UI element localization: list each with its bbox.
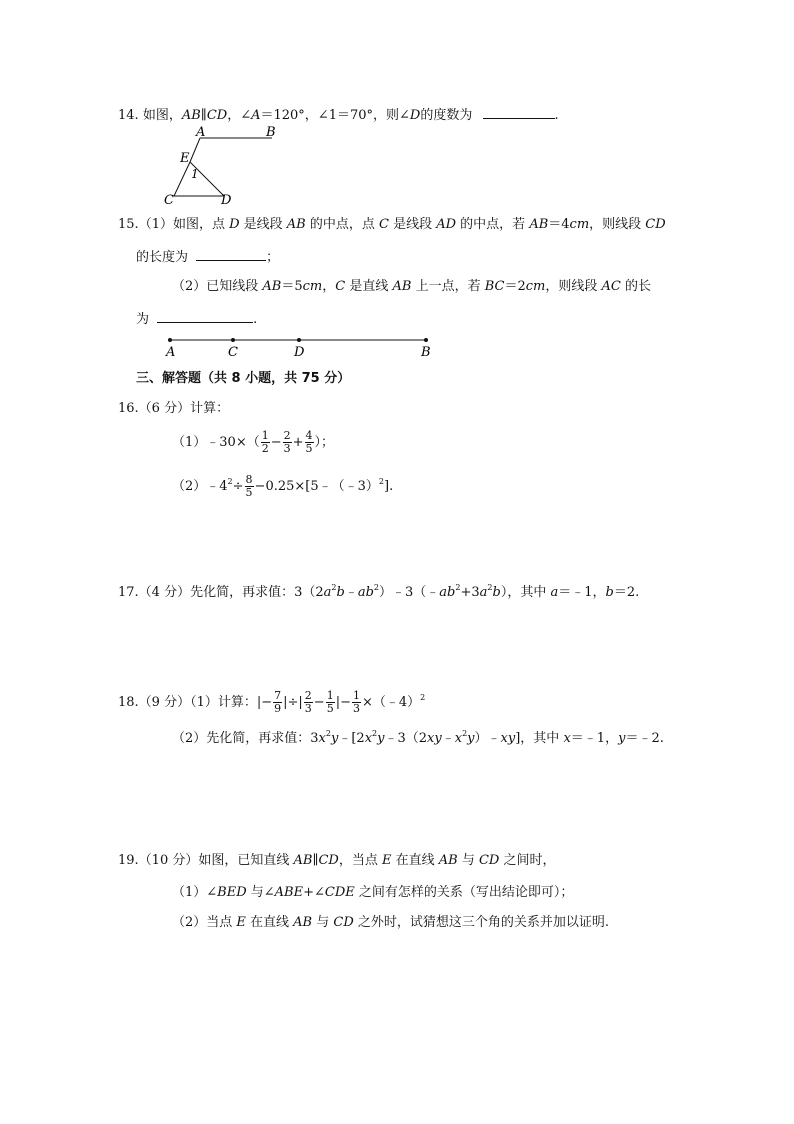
q18-frac1: $\frac{7}{9}$ — [274, 689, 282, 715]
q14-label-A: A — [196, 125, 206, 140]
q14-text: 14. 如图，AB∥CD，∠A＝120°，∠1＝70°，则∠D的度数为 . — [118, 104, 559, 125]
q15-label-D: D — [294, 345, 305, 358]
q16-part2: $(2)﹣4^2\div$ $\frac{8}{5}$ −0.25×[5﹣（﹣3）$^2$]. — [172, 473, 394, 499]
q18-part2: （2）先化简，再求值：$3x^2y﹣[2x^2y﹣3(2xy﹣x^2y)﹣xy]$，其中 x＝﹣1，y＝﹣2. — [172, 729, 664, 746]
q19-part1: （1）∠BED 与∠ABE+∠CDE 之间有怎样的关系（写出结论即可）； — [172, 885, 574, 900]
q15-part2-answer-blank[interactable] — [157, 308, 253, 323]
q14-figure — [160, 124, 300, 204]
q15-label-A: A — [166, 345, 176, 358]
q15-part1-answer-blank[interactable] — [196, 246, 266, 261]
q19-part2: （2）当点 E 在直线 AB 与 CD 之外时，试猜想这三个角的关系并加以证明. — [172, 915, 610, 930]
q18-frac2: $\frac{2}{3}$ — [304, 689, 312, 715]
q16-frac2: $\frac{2}{3}$ — [283, 429, 291, 455]
q18-frac3: $\frac{1}{5}$ — [326, 689, 334, 715]
q16-frac3: $\frac{4}{5}$ — [305, 429, 313, 455]
q14-label-B: B — [266, 125, 276, 140]
q15-part2: （2）已知线段 AB＝5cm，C 是直线 AB 上一点，若 BC＝2cm，则线段 AC 的长 — [172, 279, 651, 294]
q14-label-E: E — [180, 151, 190, 166]
q15-part1-line2: 的长度为 ； — [136, 246, 279, 267]
q16-head: 16.（6 分）计算： — [118, 401, 230, 416]
q16-frac1: $\frac{1}{2}$ — [261, 429, 269, 455]
q14-label-1: 1 — [191, 167, 199, 181]
q15-segment-figure — [160, 332, 440, 358]
q15-label-C: C — [228, 345, 238, 358]
q14-label-C: C — [164, 193, 174, 204]
section-heading: 三、解答题（共 8 小题，共 75 分） — [136, 371, 351, 386]
q15-label-B: B — [421, 345, 431, 358]
q15-part2-line2: 为 . — [136, 308, 257, 329]
q17-text: 17.（4 分）先化简，再求值：$3(2a^2b﹣ab^2)﹣3(﹣ab^2+3a^2b)$，其中 a＝﹣1，b＝2. — [118, 583, 640, 600]
q16-frac4: $\frac{8}{5}$ — [245, 473, 253, 499]
q14-label-D: D — [221, 193, 232, 204]
q15-part1: 15.（1）如图，点 D 是线段 AB 的中点，点 C 是线段 AD 的中点，若 AB＝4cm，则线段 CD — [118, 217, 666, 232]
q14-answer-blank[interactable] — [483, 104, 555, 119]
q18-part1: 18.（9 分）（1）计算：|− $\frac{7}{9}$ |÷| $\frac{2}{3}$ − $\frac{1}{5}$ |− $\frac{1}{3}$ ×（﹣4）$^2$ — [118, 689, 426, 715]
q19-text: 19.（10 分）如图，已知直线 AB∥CD，当点 E 在直线 AB 与 CD 之间时， — [118, 853, 556, 868]
q16-part1: （1）﹣30×（ $\frac{1}{2}$ − $\frac{2}{3}$ + $\frac{4}{5}$ ）； — [172, 429, 335, 455]
q18-frac4: $\frac{1}{3}$ — [352, 689, 360, 715]
